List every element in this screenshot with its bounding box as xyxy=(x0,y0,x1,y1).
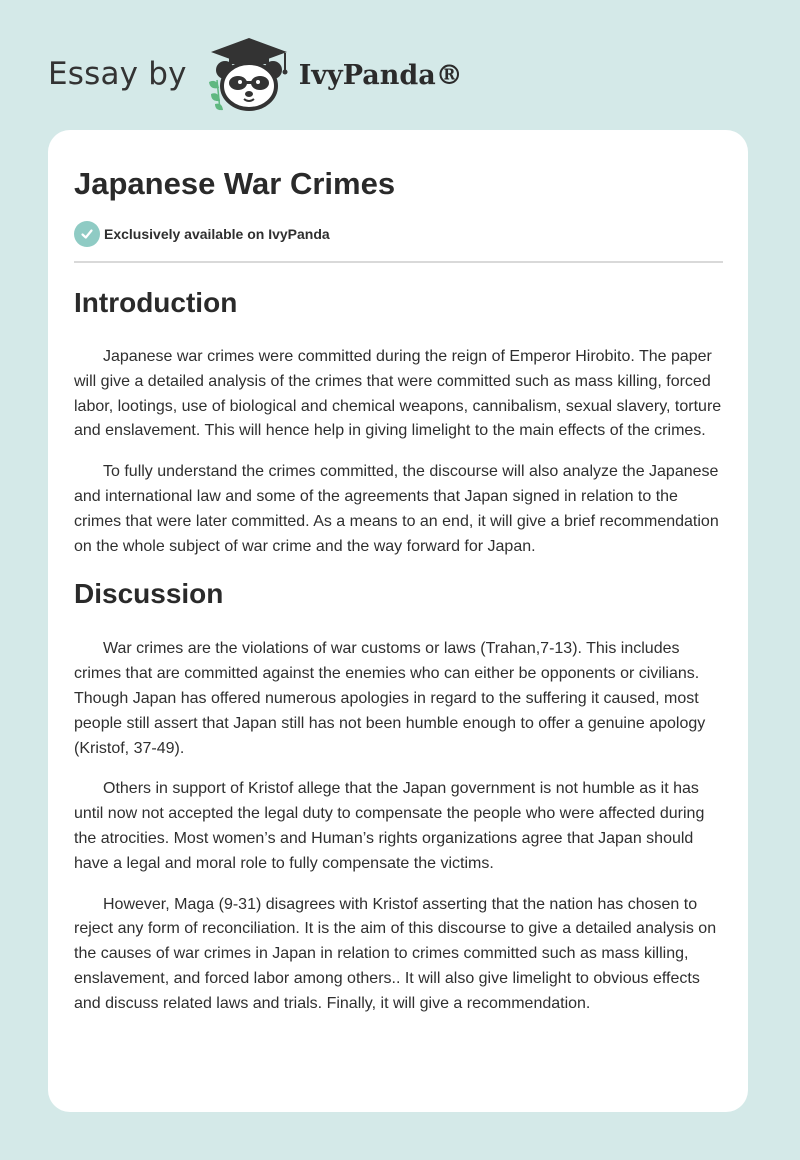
brand-name[interactable]: IvyPanda® xyxy=(298,59,463,91)
exclusive-badge xyxy=(74,221,330,247)
page-title: Japanese War Crimes xyxy=(74,166,396,201)
site-header xyxy=(48,36,463,112)
panda-logo-icon[interactable] xyxy=(203,36,295,112)
paragraph: War crimes are the violations of war customs or laws (Trahan,7-13). This includes crimes that are committed against the enemies who can either be opponents or civilians. Though Japan has offered numerous apologies in regard to the suffering it caused, most people still assert that Japan still has not been humble enough to offer a genuine apology (Kristof, 37-49). xyxy=(74,640,706,757)
paragraph: However, Maga (9-31) disagrees with Kristof asserting that the nation has chosen to reject any form of reconciliation. It is the aim of this discourse to give a detailed analysis on the causes of war crimes in Japan in relation to crimes committed such as mass killing, enslavement, and forced labor among others.. It will also give limelight to obvious effects and discuss related laws and trials. Finally, it will give a recommendation. xyxy=(74,895,717,1012)
exclusive-badge-label: Exclusively available on IvyPanda xyxy=(104,226,330,242)
paragraph: To fully understand the crimes committed, the discourse will also analyze the Japanese and international law and some of the agreements that Japan signed in relation to the crimes that were later committed. As a means to an end, it will give a brief recommendation on the whole subject of war crime and the way forward for Japan. xyxy=(74,463,719,555)
paragraph: Others in support of Kristof allege that the Japan government is not humble as it has until now not accepted the legal duty to compensate the people who were affected during the atrocities. Most women’s and Human’s rights organizations agree that Japan should have a legal and moral role to fully compensate the victims. xyxy=(74,780,705,872)
check-circle-icon xyxy=(74,221,100,247)
title-divider xyxy=(74,261,723,263)
paragraph: Japanese war crimes were committed during the reign of Emperor Hirobito. The paper will give a detailed analysis of the crimes that were committed such as mass killing, forced labor, lootings, use of biological and chemical weapons, cannibalism, sexual slavery, torture and enslavement. This will hence help in giving limelight to the main effects of the crimes. xyxy=(74,348,722,440)
section-heading-discussion: Discussion xyxy=(74,578,224,610)
essay-by-label: Essay by xyxy=(48,56,187,92)
essay-card xyxy=(48,130,748,1112)
essay-body xyxy=(74,280,724,1017)
section-heading-introduction: Introduction xyxy=(74,287,238,318)
